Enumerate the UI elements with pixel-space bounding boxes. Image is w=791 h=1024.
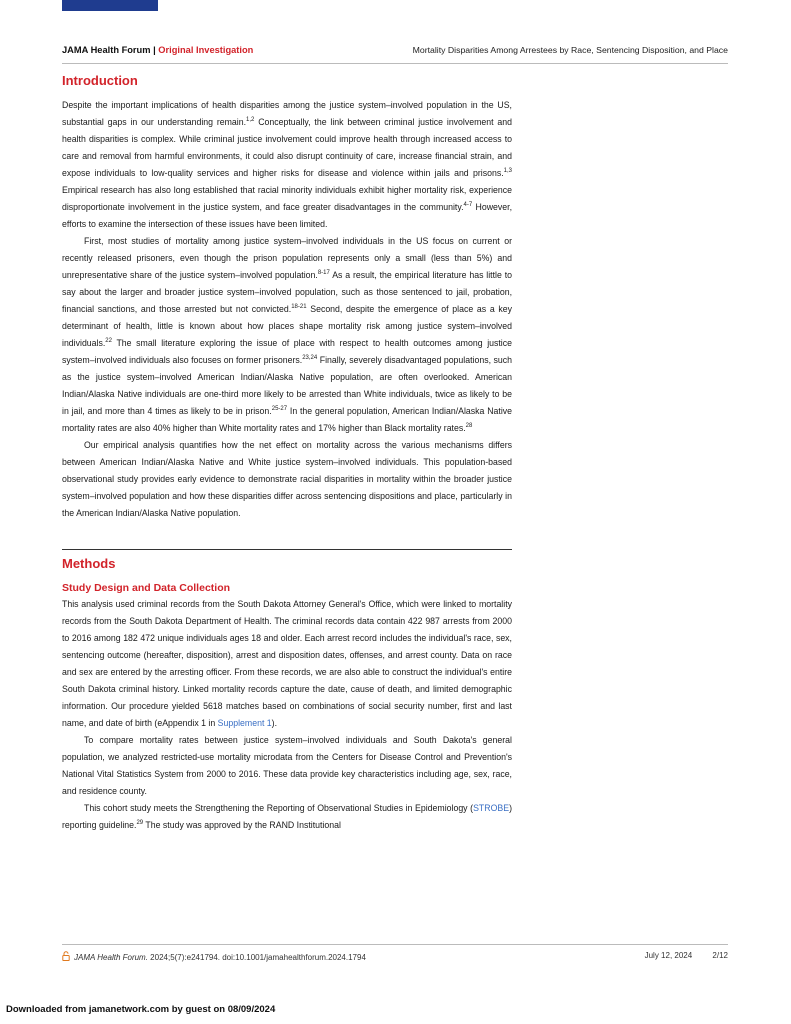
article-body [62,72,512,834]
methods-paragraph-2: To compare mortality rates between justice system–involved individuals and South Dakota's general population, we analyzed restricted-use mortality microdata from the Centers for Disease Control and Prevention's National Vital Statistics System from 2000 to 2016. These data provide key characteristics including age, sex, race, and residence county. [62,735,512,796]
citation-ref[interactable]: 22 [105,338,112,344]
strobe-link[interactable]: STROBE [473,803,510,813]
citation-ref[interactable]: 18-21 [291,304,307,310]
footer-divider [62,944,728,945]
citation-ref[interactable]: 8-17 [317,270,330,276]
page-header [62,45,728,59]
top-color-bar [62,0,158,11]
citation-ref[interactable]: 1,2 [246,117,255,123]
footer-citation[interactable]: 2024;5(7):e241794. doi:10.1001/jamahealthforum.2024.1794 [147,953,366,962]
citation-ref[interactable]: 25-27 [271,406,288,412]
intro-paragraph-2: First, most studies of mortality among justice system–involved individuals in the US focus on current or recently released prisoners, even though the prison population represents only a small (less than 5%) and unrepresentative share of the justice system–involved population.$^{8-17}$ As a result, the empirical literature has little to say about the larger and broader justice system–involved population, such as those sentenced to jail, probation, financial sanctions, and those arrested but not convicted.$^{18-21}$ Second, despite the emergence of place as a key determinant of health, little is known about how places shape mortality risk among justice system–involved individuals.$^{22}$ The small literature exploring the issue of place with respect to health outcomes among justice system–involved individuals also focuses on former prisoners.$^{23,24}$ Finally, severely disadvantaged populations, such as the justice system–involved American Indian/Alaska Native population, are often overlooked. American Indian/Alaska Native individuals are one-third more likely to be arrested than White individuals, twice as likely to be in jail, and more than 4 times as likely to be in prison.$^{25-27}$ In the general population, American Indian/Alaska Native mortality rates are also 40% higher than White mortality rates and 17% higher than Black mortality rates.$^{28}$ [62,236,513,433]
citation-ref[interactable]: 1,3 [503,168,512,174]
article-type: Original Investigation [158,45,254,55]
study-design-subheading: Study Design and Data Collection [62,582,231,594]
citation-ref[interactable]: 23,24 [302,355,318,361]
methods-paragraph-3: This cohort study meets the Strengthening the Reporting of Observational Studies in Epidemiology (STROBE) reporting guideline.$^{29}$ The study was approved by the RAND Institutional [62,803,512,830]
citation-ref[interactable]: 4-7 [463,202,473,208]
journal-name[interactable]: JAMA Health Forum [62,45,151,55]
citation-ref[interactable]: 29 [136,820,144,826]
methods-paragraph-1: This analysis used criminal records from the South Dakota Attorney General's Office, which were linked to mortality records from the South Dakota Department of Health. The criminal records data contain 422 987 arrests from 2000 to 2016 among 182 472 unique individuals ages 18 and older. Each arrest record includes the individual's race, sex, sentencing outcome (hereafter, disposition), arrest and disposition dates, offenses, and arrest county. Data on race and sex are entered by the arresting officer. From these records, we are also able to construct the individual's entire South Dakota criminal history. Linked mortality records capture the date, cause of death, and limited demographic information. Our procedure yielded 5618 matches based on combinations of social security number, first and last name, and date of birth (eAppendix 1 in Supplement 1). [62,599,512,728]
page-footer [62,951,728,963]
intro-paragraph-3: Our empirical analysis quantifies how the net effect on mortality across the various mechanisms differs between American Indian/Alaska Native and White justice system–involved individuals. This population-based observational study provides early evidence to demonstrate racial disparities in mortality within the broader justice system–involved population and how these disparities differ across sentencing dispositions and place, particularly in the American Indian/Alaska Native population. [62,440,512,518]
intro-paragraph-1: Despite the important implications of health disparities among the justice system–involved population in the US, substantial gaps in our understanding remain.$^{1,2}$ Conceptually, the link between criminal justice involvement and health disparities is complex. While criminal justice involvement could improve health through increased access to care and removal from harmful environments, it could also disrupt continuity of care, increase financial strain, and expose individuals to low-quality services and higher risks for disease and violence within jails and prisons.$^{1,3}$ Empirical research has also long established that racial minority individuals exhibit higher mortality risk, experience disproportionate involvement in the justice system, and face greater disadvantages in the community.$^{4-7}$ However, efforts to examine the intersection of these issues have been limited. [62,100,512,229]
open-access-lock-icon [62,951,70,961]
header-separator: | [153,45,156,55]
introduction-heading: Introduction [62,73,138,88]
header-divider [62,63,728,64]
running-title: Mortality Disparities Among Arrestees by Race, Sentencing Disposition, and Place [412,45,728,55]
citation-ref[interactable]: 28 [465,423,473,429]
footer-journal: JAMA Health Forum. [74,953,148,962]
page-number: 2/12 [712,951,728,960]
publication-date: July 12, 2024 [644,951,693,960]
supplement-link[interactable]: Supplement 1 [217,718,272,728]
methods-heading: Methods [62,556,116,571]
download-watermark: Downloaded from jamanetwork.com by guest on 08/09/2024 [6,1004,276,1015]
